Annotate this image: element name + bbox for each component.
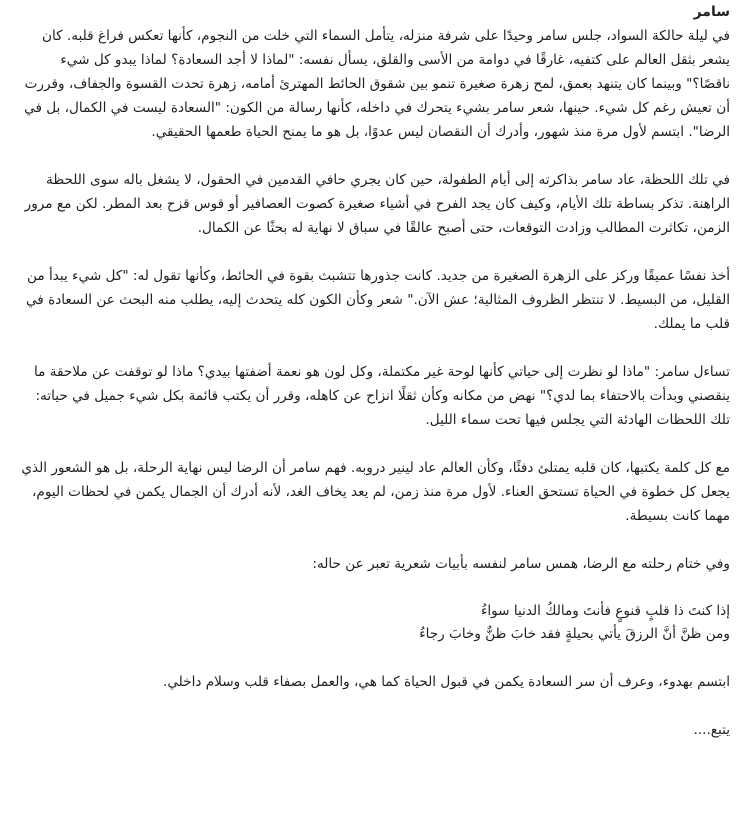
poem-verse-2: ومن ظنَّ أنَّ الرزقَ يأتي بحيلةٍ فقد خابَ ظنٌّ وخابَ رجاءُ (419, 626, 730, 642)
spacer (16, 240, 730, 264)
paragraph-2: في تلك اللحظة، عاد سامر بذاكرته إلى أيام الطفولة، حين كان يجري حافي القدمين في الحقول، لا يشغل باله سوى اللحظة الراهنة. تذكر بساطة تلك الأيام، وكيف كان يجد الفرح في أشياء صغيرة كصوت العصافير أو قوس قزح بعد المطر. لكن مع مرور الزمن، تكاثرت المطالب وزادت التوقعات، حتى أصبح عالقًا في سباق لا نهاية له بحثًا عن الكمال. (24, 172, 730, 236)
to-be-continued: يتبع.... (693, 722, 730, 738)
spacer (16, 528, 730, 552)
spacer (16, 694, 730, 718)
paragraph-4: تساءل سامر: "ماذا لو نظرت إلى حياتي كأنها لوحة غير مكتملة، وكل لون هو نعمة أضفتها بيدي؟ ماذا لو توقفت عن ملاحقة ما ينقصني وبدأت بالاحتفاء بما لدي؟" نهض من مكانه وكأن ثقلًا انزاح عن كاهله، وقرر أن يكتب قائمة بكل شيء جميل في حياته: تلك اللحظات الهادئة التي يجلس فيها تحت سماء الليل. (33, 364, 730, 428)
story-title: سامر (693, 4, 730, 20)
paragraph-6: وفي ختام رحلته مع الرضا، همس سامر لنفسه بأبيات شعرية تعبر عن حاله: (312, 556, 730, 572)
paragraph-5: مع كل كلمة يكتبها، كان قلبه يمتلئ دفئًا، وكأن العالم عاد لينير دروبه. فهم سامر أن الرضا ليس نهاية الرحلة، بل هو الشعور الذي يجعل كل خطوة في الحياة تستحق العناء. لأول مرة منذ زمن، لم يعد يخاف الغد، لأنه أدرك أن الجمال يكمن في لحظات اليوم، مهما كانت بسيطة. (21, 460, 730, 524)
spacer (16, 432, 730, 456)
paragraph-1: في ليلة حالكة السواد، جلس سامر وحيدًا على شرفة منزله، يتأمل السماء التي خلت من النجوم، كأنها تعكس فراغ قلبه. كان يشعر بثقل العالم على كتفيه، غارقًا في دوامة من الأسى والقلق، يسأل نفسه: "لماذا لا أجد السعادة؟ لماذا يبدو كل شيء ناقصًا؟" وبينما كان يتنهد بعمق، لمح زهرة صغيرة تنمو بين شقوق الحائط المهترئ أمامه، زهرة تحدت القسوة والجفاف، وقررت أن تعيش رغم كل شيء. حينها، شعر سامر بشيء يتحرك في داخله، كأنها رسالة من الكون: "السعادة ليست في الكمال، بل في الرضا". ابتسم لأول مرة منذ شهور، وأدرك أن النقصان ليس عدوًا، بل هو ما يمنح الحياة طعمها الحقيقي. (24, 28, 730, 140)
paragraph-3: أخذ نفسًا عميقًا وركز على الزهرة الصغيرة من جديد. كانت جذورها تتشبث بقوة في الحائط، وكأنها تقول له: "كل شيء يبدأ من القليل، من البسيط. لا تنتظر الظروف المثالية؛ عش الآن." شعر وكأن الكون كله يتحدث إليه، يطلب منه البحث عن السعادة في قلب ما يملك. (25, 268, 730, 332)
poem-verse-1: إذا كنتَ ذا قلبٍ قنوعٍ فأنتَ ومالكُ الدنيا سواءُ (480, 603, 730, 619)
closing-paragraph: ابتسم بهدوء، وعرف أن سر السعادة يكمن في قبول الحياة كما هي، والعمل بصفاء قلب وسلام داخلي. (163, 674, 730, 690)
spacer (16, 576, 730, 600)
spacer (16, 144, 730, 168)
spacer (16, 646, 730, 670)
spacer (16, 336, 730, 360)
